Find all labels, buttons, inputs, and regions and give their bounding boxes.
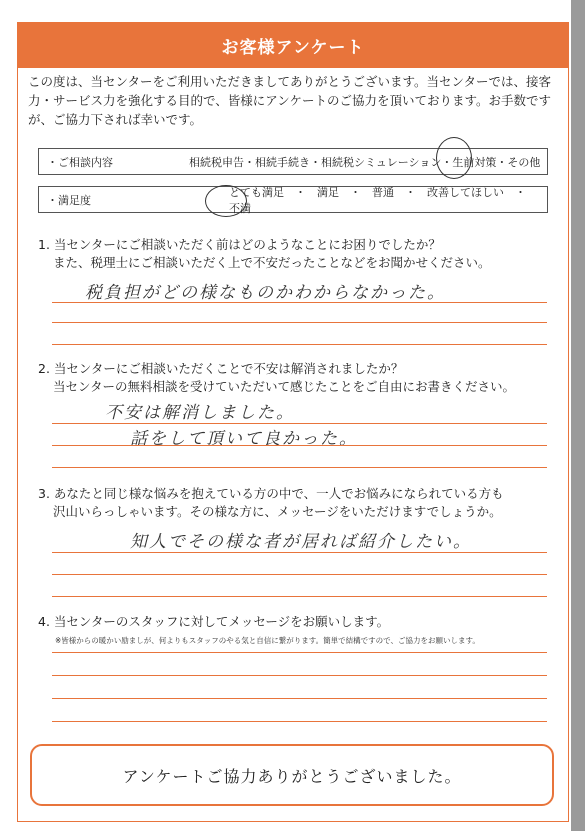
question-number: 1. <box>38 237 50 252</box>
question-text-2: また、税理士にご相談いただく上で不安だったことなどをお聞かせください。 <box>53 255 491 270</box>
answer-3-line-1: 知人でその様な者が居れば紹介したい。 <box>130 532 472 552</box>
consult-options: 相続税申告・相続手続き・相続税シミュレーション・生前対策・その他 <box>189 155 541 169</box>
answer-line <box>52 675 547 676</box>
survey-header <box>17 22 569 68</box>
scan-edge <box>571 0 585 831</box>
answer-line <box>52 467 547 468</box>
question-4 <box>38 613 553 631</box>
answer-line <box>52 445 547 446</box>
consult-label: ・ご相談内容 <box>47 155 113 169</box>
intro-text: この度は、当センターをご利用いただきましてありがとうございます。当センターでは、接客力・サービス力を強化する目的で、皆様にアンケートのご協力を頂いております。お手数ですが、ご協力下されば幸いです。 <box>28 74 552 127</box>
satisfaction-label: ・満足度 <box>47 193 91 207</box>
question-number: 4. <box>38 614 50 629</box>
question-text: あなたと同じ様な悩みを抱えている方の中で、一人でお悩みになられている方も <box>53 486 504 501</box>
question-1 <box>38 236 553 272</box>
answer-line <box>52 423 547 424</box>
answer-line <box>52 552 547 553</box>
question-text: 当センターのスタッフに対してメッセージをお願いします。 <box>53 614 390 629</box>
question-3 <box>38 485 553 521</box>
answer-line <box>52 652 547 653</box>
answer-2-line-1: 不安は解消しました。 <box>105 403 295 423</box>
answer-line <box>52 596 547 597</box>
thank-you-text: アンケートご協力ありがとうございました。 <box>122 766 462 786</box>
survey-title: お客様アンケート <box>221 37 365 58</box>
answer-line <box>52 721 547 722</box>
answer-line <box>52 574 547 575</box>
question-text-2: 沢山いらっしゃいます。その様な方に、メッセージをいただけますでしょうか。 <box>53 504 502 519</box>
answer-line <box>52 344 547 345</box>
question-text-2: 当センターの無料相談を受けていただいて感じたことをご自由にお書きください。 <box>53 379 516 394</box>
question-text: 当センターにご相談いただくことで不安は解消されましたか？ <box>53 361 404 376</box>
answer-2-line-2: 話をして頂いて良かった。 <box>130 429 358 449</box>
note-text: ※皆様からの暖かい励ましが、何よりもスタッフのやる気と自信に繋がります。簡単で結構ですので、ご協力をお願いします。 <box>55 636 480 645</box>
answer-line <box>52 322 547 323</box>
question-text: 当センターにご相談いただく前はどのようなことにお困りでしたか？ <box>53 237 441 252</box>
satisfaction-options: とても満足 ・ 満足 ・ 普通 ・ 改善してほしい ・ 不満 <box>229 185 537 215</box>
answer-line <box>52 698 547 699</box>
thank-you-box <box>30 744 554 806</box>
satisfaction-box <box>38 186 548 213</box>
question-number: 2. <box>38 361 50 376</box>
selection-circle-satisfaction <box>205 185 247 217</box>
question-2 <box>38 360 553 396</box>
answer-line <box>52 302 547 303</box>
selection-circle-consult <box>436 137 472 179</box>
answer-1-line-1: 税負担がどの様なものかわからなかった。 <box>85 283 446 303</box>
question-number: 3. <box>38 486 50 501</box>
